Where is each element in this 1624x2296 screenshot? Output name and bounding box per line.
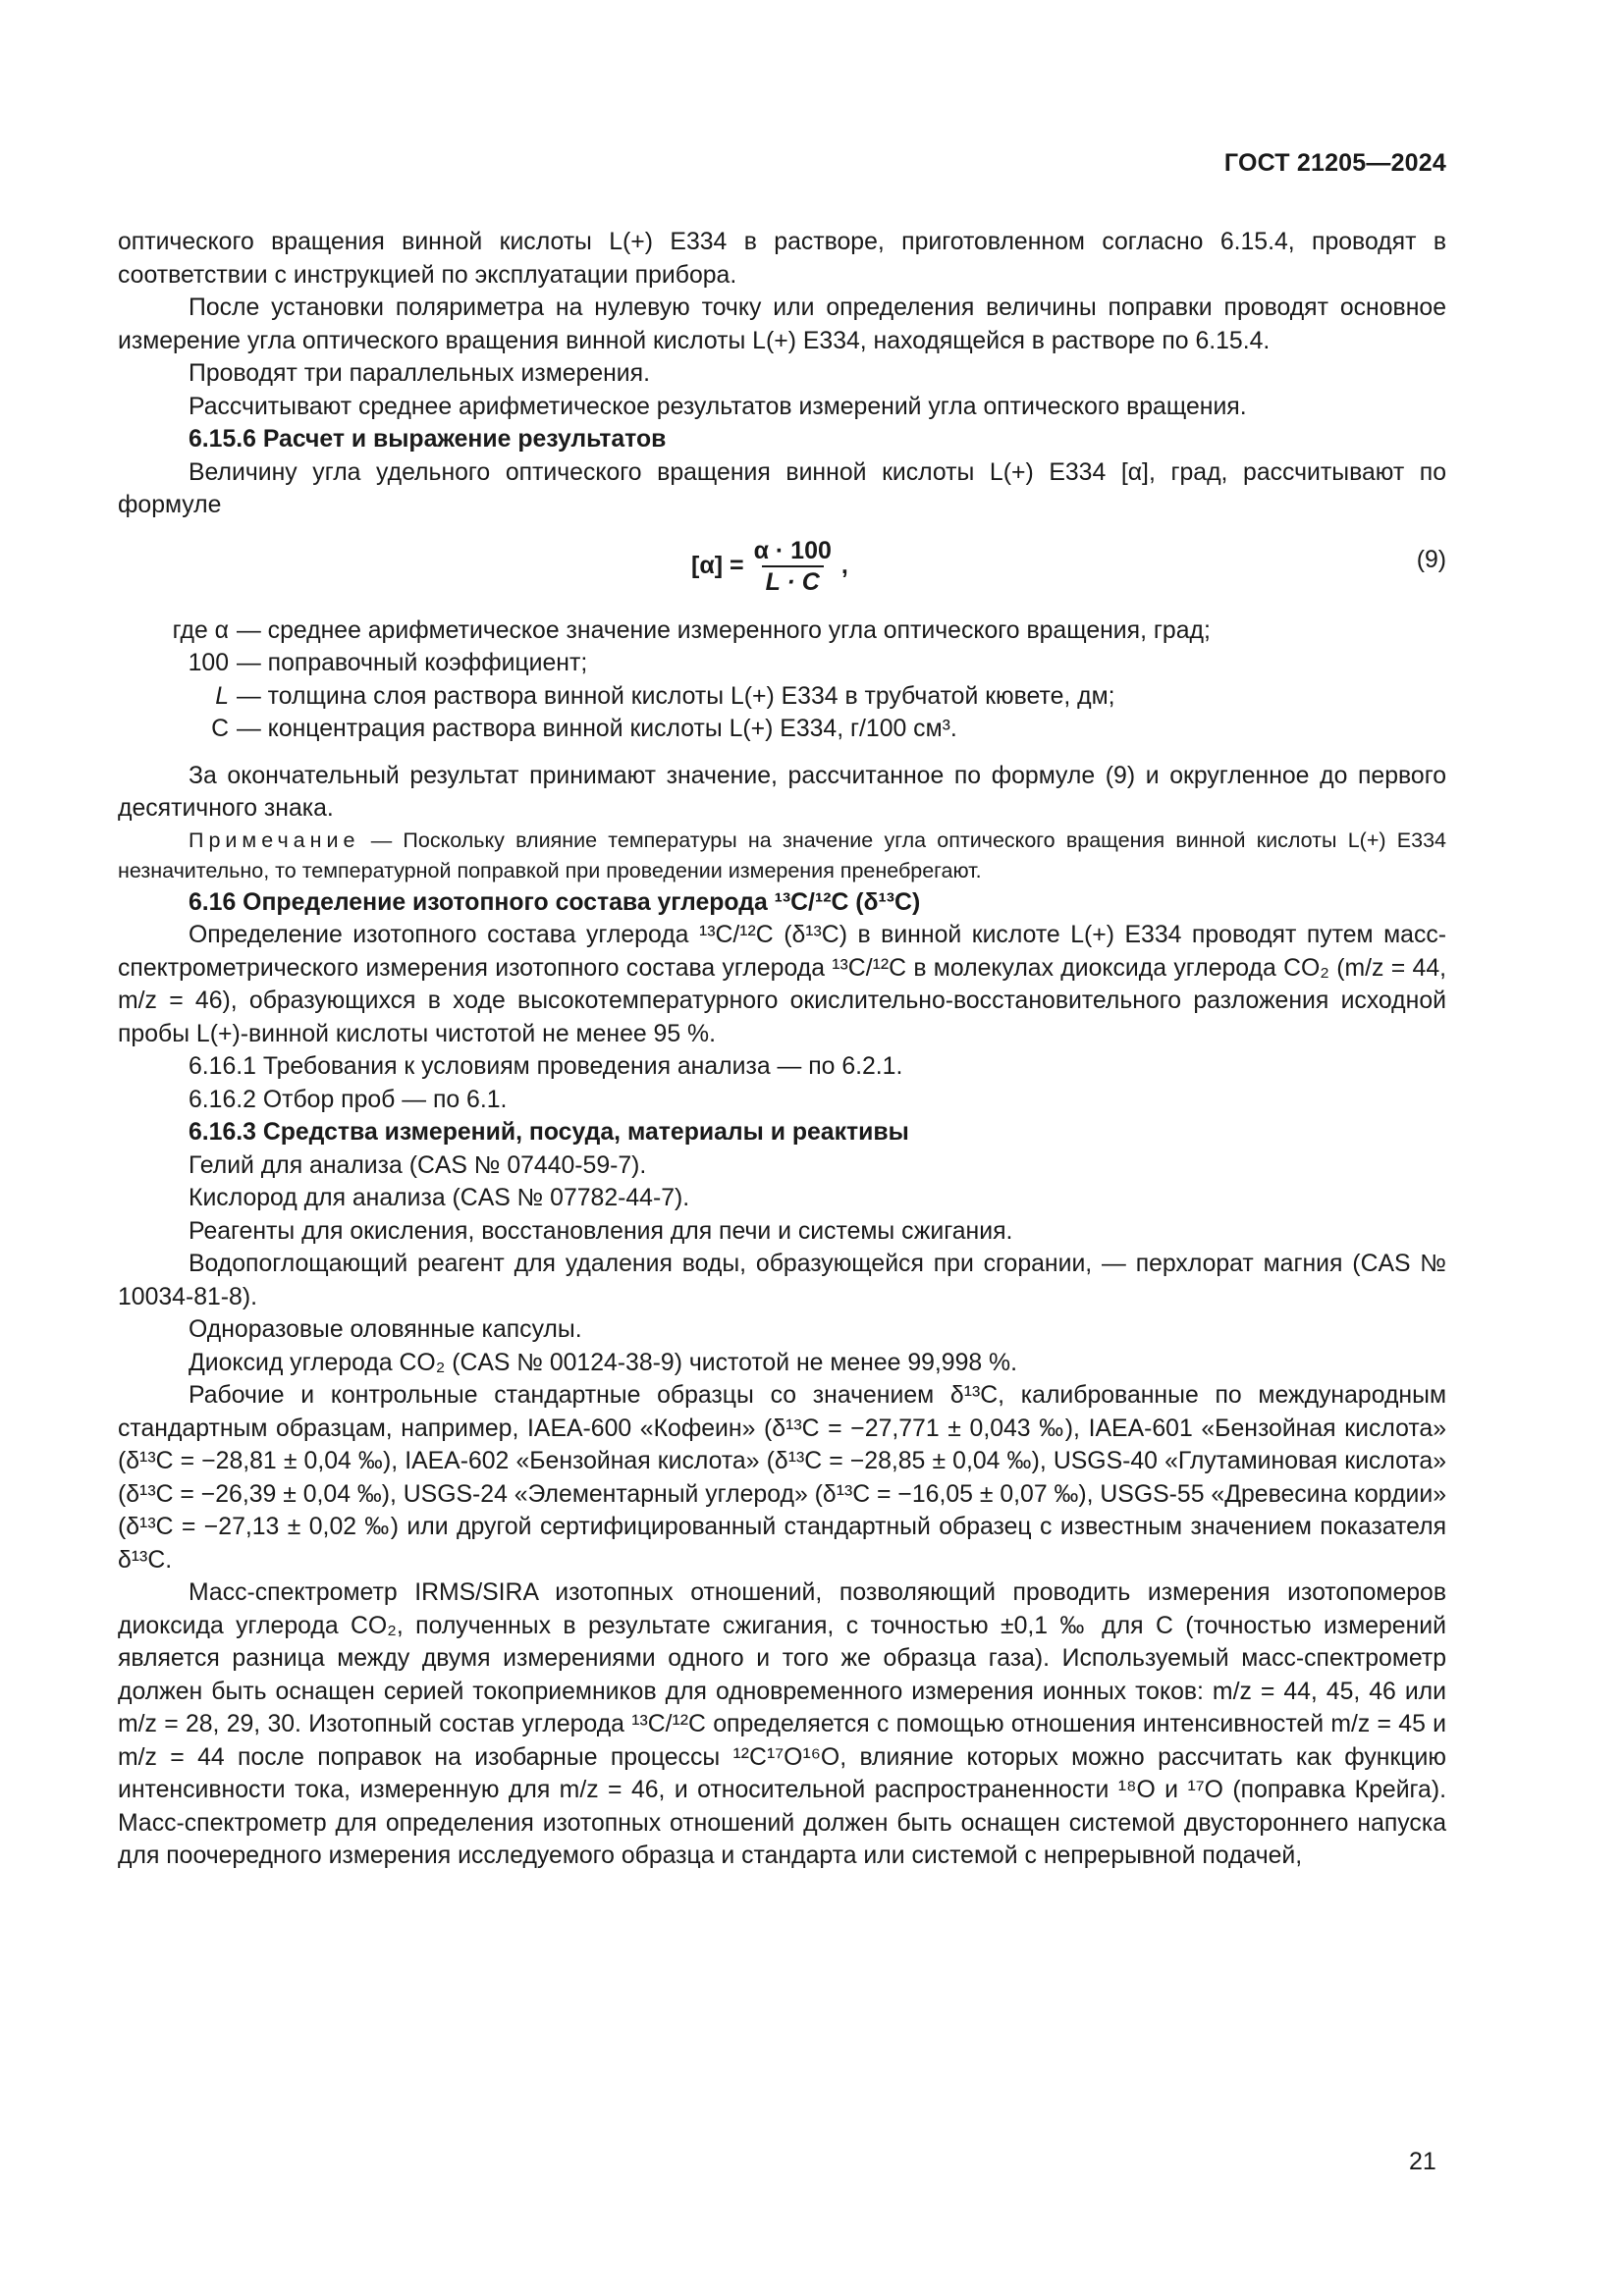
legend-symbol: С (211, 716, 229, 742)
paragraph: оптического вращения винной кислоты L(+) Е334 в растворе, приготовленном согласно 6.15.4, проводят в соответствии с инструкцией по эксплуатации прибора. (118, 229, 1446, 289)
paragraph: Рабочие и контрольные стандартные образцы со значением δ¹³С, калиброванные по международным стандартным образцам, например, IAEA-600 «Кофеин» (δ¹³С = −27,771 ± 0,043 ‰), IAEA-601 «Бензойная кислота» (δ¹³С = −28,81 ± 0,04 ‰), IAEA-602 «Бензойная кислота» (δ¹³С = −28,85 ± 0,04 ‰), USGS-40 «Глутаминовая кислота» (δ¹³С = −26,39 ± 0,04 ‰), USGS-24 «Элементарный углерод» (δ¹³С = −16,05 ± 0,07 ‰), USGS-55 «Древесина кордии» (δ¹³С = −27,13 ± 0,02 ‰) или другой сертифицированный стандартный образец с известным значением показателя δ¹³С. (118, 1382, 1446, 1574)
paragraph: Гелий для анализа (CAS № 07440-59-7). (189, 1151, 647, 1179)
subsection-heading: 6.16.3 Средства измерений, посуда, материалы и реактивы (189, 1119, 909, 1146)
legend-description: — толщина слоя раствора винной кислоты L(+) Е334 в трубчатой кювете, дм; (237, 682, 1115, 710)
formula-block (118, 536, 1446, 607)
document-body (118, 226, 1446, 1873)
note-text: — Поскольку влияние температуры на значение угла оптического вращения винной кислоты L(+) Е334 незначительно, то температурной поправкой при проведении измерения пренебрегают. (118, 828, 1446, 882)
section-heading: 6.16 Определение изотопного состава углерода ¹³C/¹²C (δ¹³C) (189, 888, 921, 916)
paragraph: Диоксид углерода CO₂ (CAS № 00124-38-9) чистотой не менее 99,998 %. (189, 1349, 1017, 1376)
paragraph: Водопоглощающий реагент для удаления воды, образующейся при сгорании, — перхлорат магния (CAS № 10034-81-8). (118, 1251, 1446, 1310)
formula (691, 536, 848, 597)
paragraph: 6.16.1 Требования к условиям проведения анализа — по 6.2.1. (189, 1053, 903, 1080)
note (118, 826, 1446, 886)
legend-description: — поправочный коэффициент; (237, 650, 588, 676)
formula-fraction (750, 536, 836, 597)
formula-number: (9) (1416, 546, 1446, 573)
document-code: ГОСТ 21205—2024 (1223, 149, 1446, 177)
legend-description: — концентрация раствора винной кислоты L(+) Е334, г/100 см³. (237, 716, 957, 742)
legend-symbol: 100 (188, 650, 229, 676)
paragraph: После установки поляриметра на нулевую точку или определения величины поправки проводят основное измерение угла оптического вращения винной кислоты L(+) Е334, находящейся в растворе по 6.15.4. (118, 294, 1446, 354)
formula-numerator: α · 100 (753, 536, 832, 564)
paragraph: Определение изотопного состава углерода ¹³С/¹²С (δ¹³С) в винной кислоте L(+) Е334 проводят путем масс-спектрометрического измерения изотопного состава углерода ¹³С/¹²С в молекулах диоксида углерода CO₂ (m/z = 44, m/z = 46), образующихся в ходе высокотемпературного окислительно-восстановительного разложения исходной пробы L(+)-винной кислоты чистотой не менее 95 %. (118, 922, 1446, 1047)
paragraph: 6.16.2 Отбор проб — по 6.1. (189, 1086, 508, 1113)
paragraph: Рассчитывают среднее арифметическое результатов измерений угла оптического вращения. (189, 393, 1247, 420)
paragraph: Масс-спектрометр IRMS/SIRA изотопных отношений, позволяющий проводить измерения изотопомеров диоксида углерода CO₂, полученных в результате сжигания, с точностью ±0,1 ‰ для С (точностью измерений является разница между двумя измерениями одного и того же образца газа). Используемый масс-спектрометр должен быть оснащен серией токоприемников для одновременного измерения ионных токов: m/z = 44, 45, 46 или m/z = 28, 29, 30. Изотопный состав углерода ¹³С/¹²С определяется с помощью отношения интенсивностей m/z = 45 и m/z = 44 после поправок на изобарные процессы ¹²С¹⁷О¹⁶О, влияние которых можно рассчитать как функцию интенсивности тока, измеренную для m/z = 46, и относительной распространенности ¹⁸О и ¹⁷О (поправка Крейга). Масс-спектрометр для определения изотопных отношений должен быть оснащен системой двустороннего напуска для поочередного измерения исследуемого образца и стандарта или системой с непрерывной подачей, (118, 1579, 1446, 1869)
paragraph: Кислород для анализа (CAS № 07782-44-7). (189, 1185, 690, 1211)
note-label: Примечание (189, 828, 360, 852)
symbol-legend (118, 614, 1446, 746)
page-number: 21 (1409, 2148, 1436, 2175)
formula-lhs: [α] = (691, 551, 744, 579)
formula-denominator: L · C (762, 565, 824, 597)
paragraph: Величину угла удельного оптического вращения винной кислоты L(+) Е334 [α], град, рассчитывают по формуле (118, 458, 1446, 518)
legend-description: — среднее арифметическое значение измеренного угла оптического вращения, град; (237, 616, 1211, 644)
paragraph: За окончательный результат принимают значение, рассчитанное по формуле (9) и округленное до первого десятичного знака. (118, 762, 1446, 822)
paragraph: Одноразовые оловянные капсулы. (189, 1316, 582, 1343)
legend-symbol: L (215, 682, 229, 710)
legend-symbol: где α (172, 616, 229, 644)
paragraph: Реагенты для окисления, восстановления для печи и системы сжигания. (189, 1217, 1013, 1245)
subsection-heading: 6.15.6 Расчет и выражение результатов (189, 426, 667, 453)
paragraph: Проводят три параллельных измерения. (189, 360, 650, 387)
formula-tail: , (840, 551, 848, 579)
